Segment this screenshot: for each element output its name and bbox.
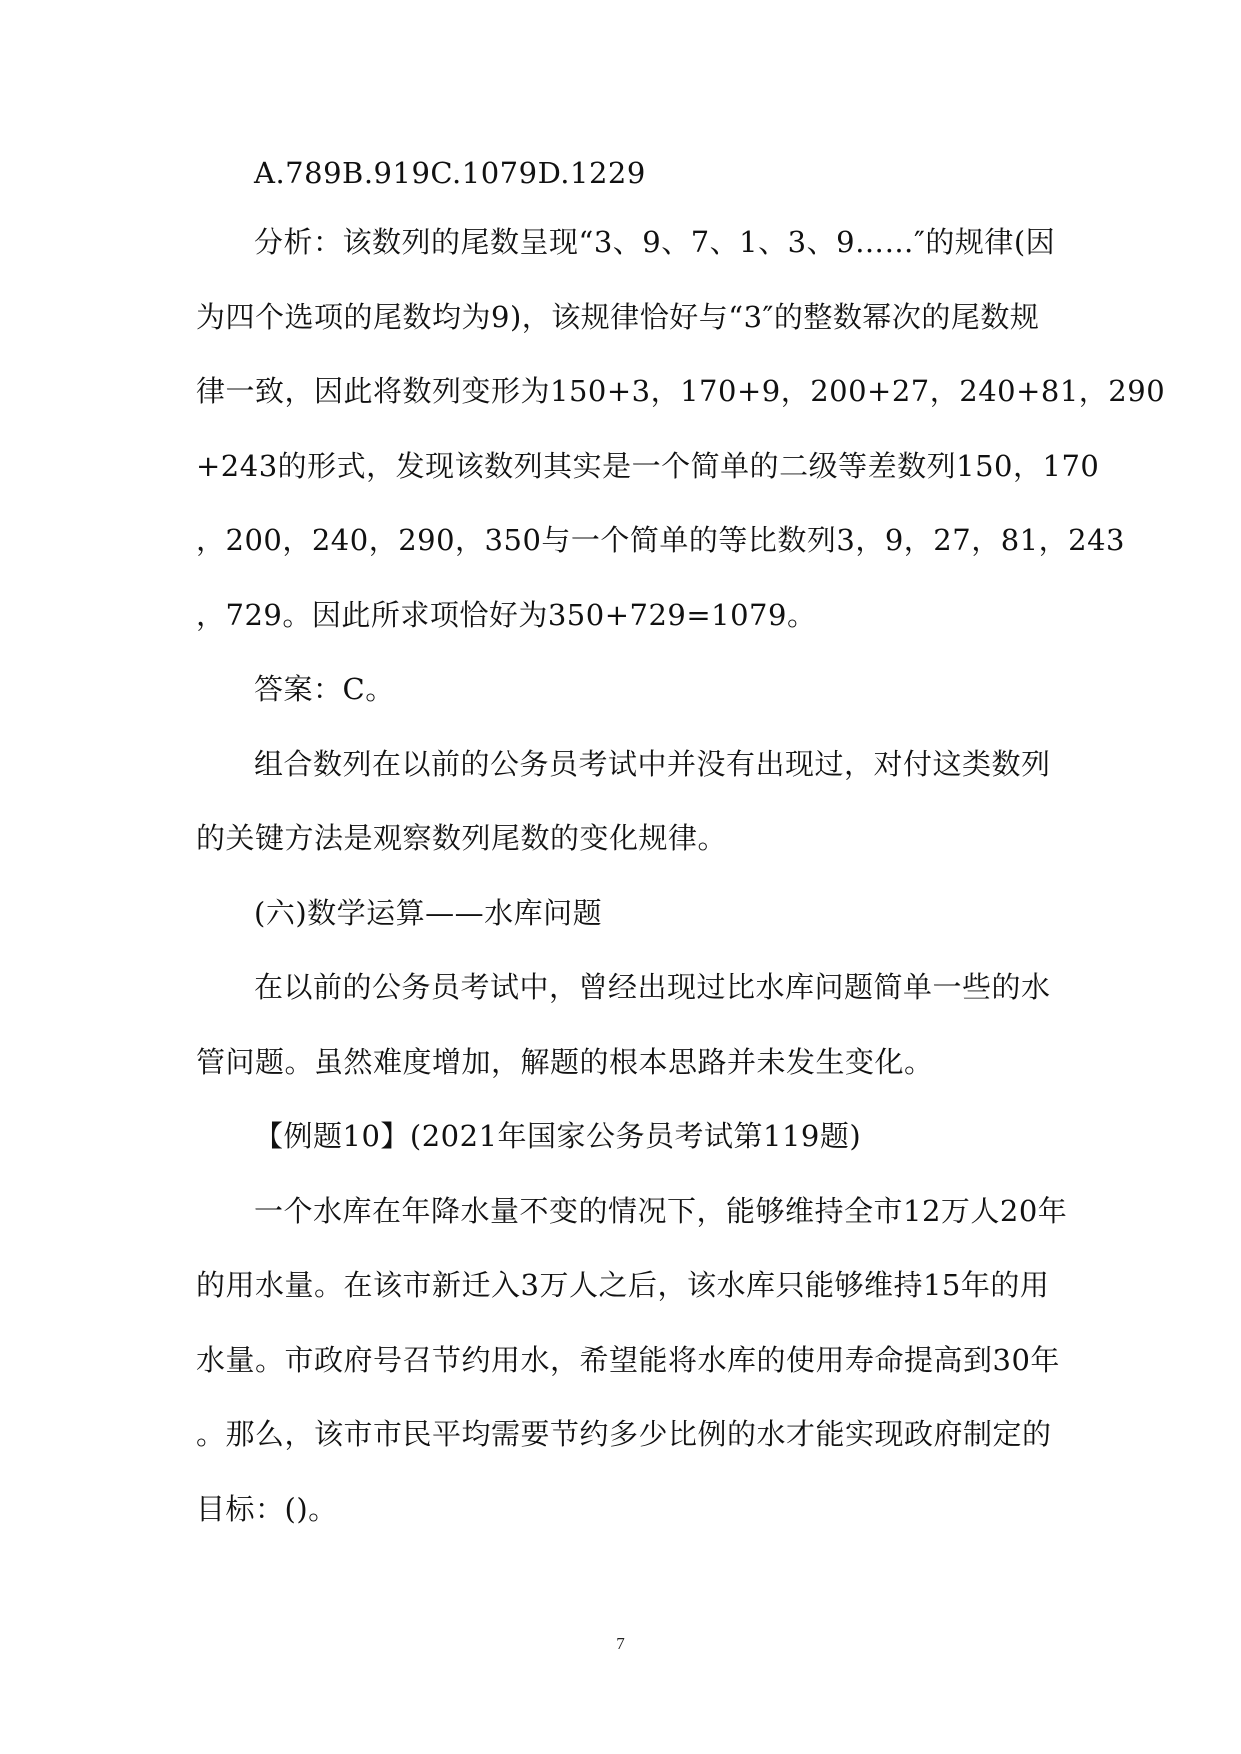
analysis-line-2: 为四个选项的尾数均为9)，该规律恰好与“3″的整数幂次的尾数规 (196, 300, 1040, 334)
analysis-line-5: ，200，240，290，350与一个简单的等比数列3，9，27，81，243 (196, 523, 1125, 557)
analysis-line-1: 分析：该数列的尾数呈现“3、9、7、1、3、9……″的规律(因 (254, 225, 1056, 259)
options-line: A.789B.919C.1079D.1229 (254, 156, 646, 190)
summary-line-1: 组合数列在以前的公务员考试中并没有出现过，对付这类数列 (254, 747, 1051, 781)
problem-line-2: 的用水量。在该市新迁入3万人之后，该水库只能够维持15年的用 (196, 1268, 1050, 1302)
analysis-line-6: ，729。因此所求项恰好为350+729=1079。 (196, 598, 817, 632)
problem-line-3: 水量。市政府号召节约用水，希望能将水库的使用寿命提高到30年 (196, 1343, 1060, 1377)
problem-line-1: 一个水库在年降水量不变的情况下，能够维持全市12万人20年 (254, 1194, 1068, 1228)
problem-line-4: 。那么，该市市民平均需要节约多少比例的水才能实现政府制定的 (196, 1417, 1052, 1451)
summary-line-2: 的关键方法是观察数列尾数的变化规律。 (196, 821, 728, 855)
problem-line-5: 目标：()。 (196, 1492, 338, 1526)
intro-line-1: 在以前的公务员考试中，曾经出现过比水库问题简单一些的水 (254, 970, 1051, 1004)
example-heading: 【例题10】(2021年国家公务员考试第119题) (254, 1119, 862, 1153)
page-number: 7 (616, 1634, 625, 1653)
answer-line: 答案：C。 (254, 672, 395, 706)
analysis-line-3: 律一致，因此将数列变形为150+3，170+9，200+27，240+81，290 (196, 374, 1166, 408)
analysis-line-4: +243的形式，发现该数列其实是一个简单的二级等差数列150，170 (196, 449, 1100, 483)
section-heading: (六)数学运算——水库问题 (254, 896, 603, 930)
intro-line-2: 管问题。虽然难度增加，解题的根本思路并未发生变化。 (196, 1045, 934, 1079)
